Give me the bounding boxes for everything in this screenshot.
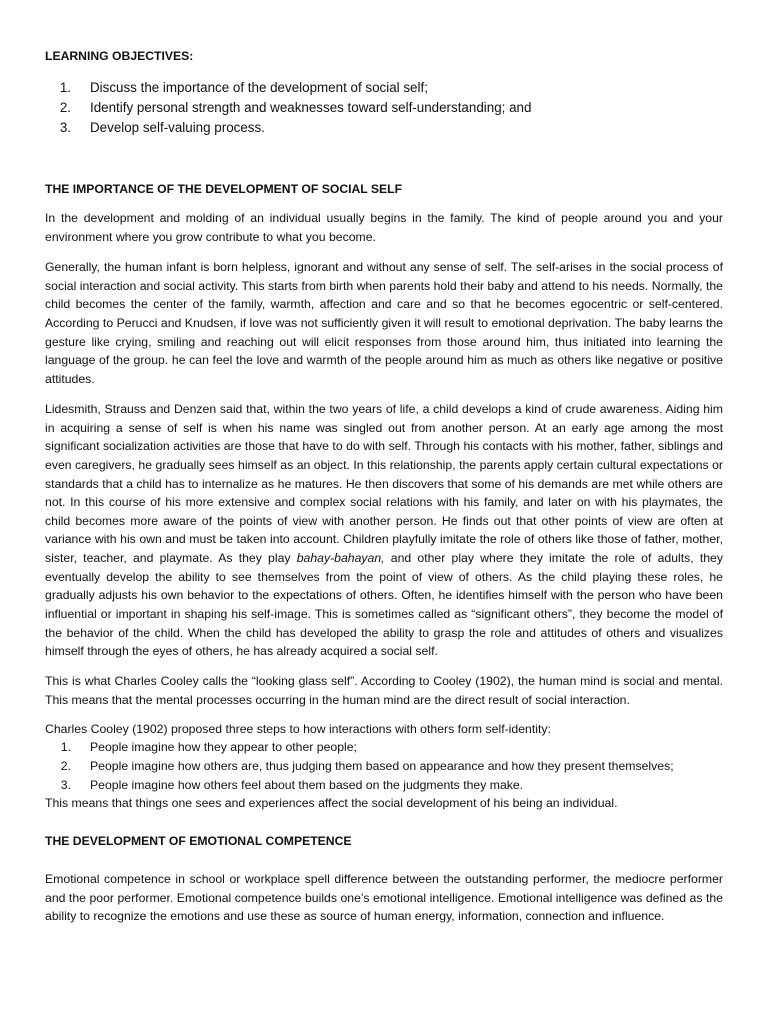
list-item: 1. People imagine how they appear to other people;	[60, 740, 357, 754]
section-heading-emotional-competence: THE DEVELOPMENT OF EMOTIONAL COMPETENCE	[45, 834, 352, 848]
list-item: 2. People imagine how others are, thus judging them based on appearance and how they present themselves;	[60, 758, 674, 773]
cooley-steps-list	[45, 738, 723, 794]
paragraph-crude-awareness: Lidesmith, Strauss and Denzen said that, within the two years of life, a child develops a kind of crude awareness. Aiding him in acquiring a sense of self is when his name was singled out from another person. At an early age among the most significant socialization activities are those that have to do with self. Through his contacts with his mother, father, siblings and even caregivers, he gradually sees himself as an object. In this relationship, the parents apply certain cultural expectations or standards that a child has to internalize as he matures. He then discovers that some of his demands are met while others are not. In this course of his more extensive and complex social relations with his family, and later on with his playmates, the child becomes more aware of the points of view with another person. He finds out that other points of view are often at variance with his own and must be taken into account. Children playfully imitate the role of others like those of father, mother, sister, teacher, and playmate. As they play bahay-bahayan, and other play where they imitate the role of adults, they eventually develop the ability to see themselves from the point of view of others. As the child playing these roles, he gradually adjusts his own behavior to the expectations of others. Often, he identifies himself with the person who have been influential or important in shaping his self-image. This is sometimes called as “significant others”, they become the model of the behavior of the child. When the child has developed the ability to grasp the role and attitudes of others and visualizes himself through the eyes of others, he has already acquired a social self.	[45, 402, 723, 659]
list-item: 2. Identify personal strength and weaknesses toward self-understanding; and	[59, 100, 532, 116]
learning-objectives-heading: LEARNING OBJECTIVES:	[45, 49, 194, 63]
paragraph-emotional-competence: Emotional competence in school or workplace spell difference between the outstanding performer, the mediocre performer and the poor performer. Emotional competence builds one’s emotional intelligence. Emotional intelligence was defined as the ability to recognize the emotions and use these as source of human energy, information, connection and influence.	[45, 872, 723, 924]
list-item: 3. Develop self-valuing process.	[59, 120, 265, 136]
paragraph-human-infant: Generally, the human infant is born helpless, ignorant and without any sense of self. The self-arises in the social process of social interaction and social activity. This starts from birth when parents hold their baby and attend to his needs. Normally, the child becomes the center of the family, warmth, affection and care and so that he becomes egocentric or self-centered. According to Perucci and Knudsen, if love was not sufficiently given it will result to emotional deprivation. The baby learns the gesture like crying, smiling and reaching out will elicit responses from those around him, thus initiated into learning the language of the group. he can feel the love and warmth of the people around him as much as others like negative or positive attitudes.	[45, 260, 723, 386]
paragraph-social-development: This means that things one sees and experiences affect the social development of his being an individual.	[45, 796, 618, 810]
list-item: 3. People imagine how others feel about them based on the judgments they make.	[60, 777, 524, 792]
paragraph-cooley-steps-intro: Charles Cooley (1902) proposed three steps to how interactions with others form self-identity:	[45, 722, 551, 736]
list-item: 1. Discuss the importance of the development of social self;	[59, 80, 428, 95]
learning-objectives-list	[45, 78, 723, 139]
paragraph-looking-glass-self: This is what Charles Cooley calls the “looking glass self”. According to Cooley (1902), the human mind is social and mental. This means that the mental processes occurring in the human mind are the direct result of social interaction.	[45, 674, 723, 707]
section-heading-social-self: THE IMPORTANCE OF THE DEVELOPMENT OF SOCIAL SELF	[45, 182, 403, 196]
paragraph-family-intro: In the development and molding of an individual usually begins in the family. The kind of people around you and your environment where you grow contribute to what you become.	[45, 211, 723, 244]
